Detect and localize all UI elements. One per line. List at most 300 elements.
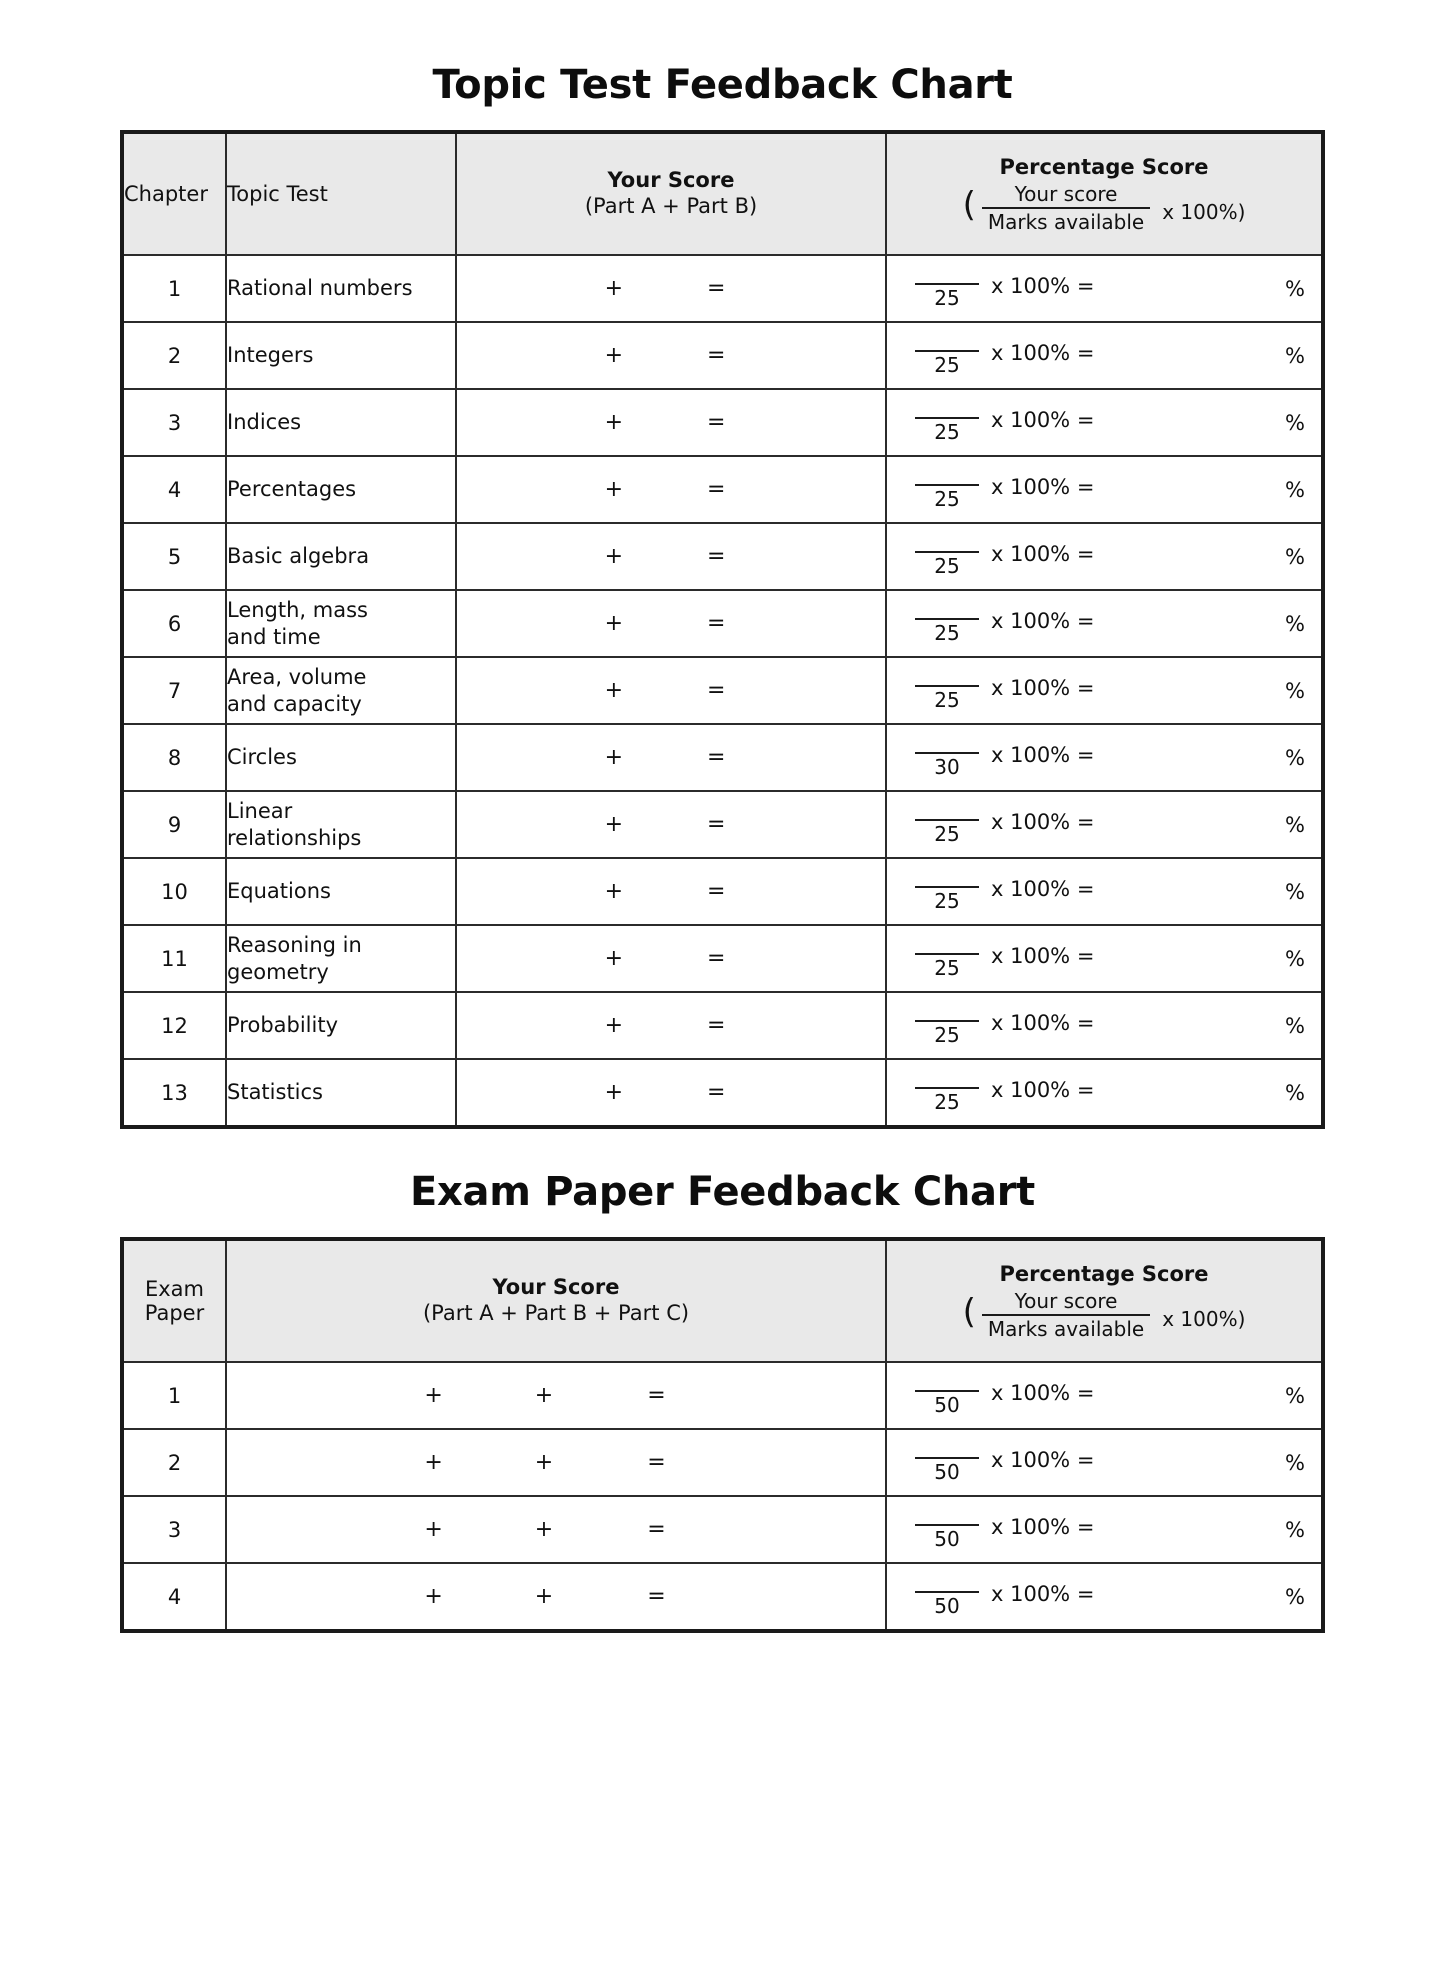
percent-sign: %: [1285, 1013, 1305, 1038]
exam-paper-feedback-table: [120, 1237, 1325, 1633]
formula-open-paren: (: [962, 1292, 976, 1332]
part-b-blank[interactable]: [629, 544, 699, 569]
multiplier-label: x 100% =: [991, 1380, 1095, 1405]
topic-test-name: Indices: [226, 389, 456, 456]
exam-paper-number: 2: [122, 1429, 226, 1496]
header-exam-your-score-line2: (Part A + Part B + Part C): [422, 1301, 690, 1326]
part-c-blank[interactable]: [561, 1450, 637, 1475]
multiplier-label: x 100% =: [991, 943, 1095, 968]
topic-test-name: Statistics: [226, 1059, 456, 1127]
part-b-blank[interactable]: [629, 477, 699, 502]
part-a-blank[interactable]: [529, 611, 599, 636]
percent-sign: %: [1285, 879, 1305, 904]
multiplier-label: x 100% =: [991, 742, 1095, 767]
total-blank[interactable]: [733, 879, 813, 904]
percent-sign: %: [1285, 1450, 1305, 1475]
total-blank[interactable]: [676, 1383, 772, 1408]
topic-header-row: [122, 132, 1323, 255]
percentage-score-cell[interactable]: [886, 1496, 1323, 1563]
total-blank[interactable]: [733, 343, 813, 368]
multiplier-label: x 100% =: [991, 1514, 1095, 1539]
part-b-blank[interactable]: [629, 1013, 699, 1038]
score-entry: [227, 1517, 885, 1542]
table-row: [122, 858, 1323, 925]
topic-test-name: Integers: [226, 322, 456, 389]
chapter-number: 13: [122, 1059, 226, 1127]
total-blank[interactable]: [676, 1584, 772, 1609]
part-c-blank[interactable]: [561, 1584, 637, 1609]
percentage-entry: [887, 671, 1321, 710]
formula-numerator: Your score: [1014, 182, 1118, 206]
percent-sign: %: [1285, 1383, 1305, 1408]
your-score-cell[interactable]: [226, 1563, 886, 1631]
your-score-cell[interactable]: [456, 1059, 886, 1127]
percentage-score-cell[interactable]: [886, 657, 1323, 724]
chapter-number: 11: [122, 925, 226, 992]
part-a-blank[interactable]: [340, 1517, 416, 1542]
plus-operator-2: +: [534, 1383, 554, 1408]
topic-table-body: [122, 255, 1323, 1127]
table-row: [122, 456, 1323, 523]
percentage-entry: [887, 336, 1321, 375]
equals-operator: =: [707, 879, 726, 904]
your-score-cell[interactable]: [456, 657, 886, 724]
plus-operator: +: [604, 946, 623, 971]
topic-test-name-line2: and capacity: [227, 691, 362, 716]
marks-available-value: 25: [915, 350, 979, 375]
percent-sign: %: [1285, 812, 1305, 837]
header-your-score-line1: Your Score: [607, 168, 735, 193]
part-b-blank[interactable]: [629, 745, 699, 770]
percentage-score-cell[interactable]: [886, 858, 1323, 925]
part-a-blank[interactable]: [529, 1013, 599, 1038]
topic-test-name: Probability: [226, 992, 456, 1059]
score-numerator-blank[interactable]: [915, 1006, 979, 1020]
score-entry: [457, 745, 885, 770]
total-blank[interactable]: [733, 276, 813, 301]
score-entry: [457, 276, 885, 301]
score-numerator-blank[interactable]: [915, 1376, 979, 1390]
equals-operator: =: [647, 1517, 666, 1542]
percentage-entry: [887, 537, 1321, 576]
percent-sign: %: [1285, 611, 1305, 636]
header-exam-your-score-line1: Your Score: [492, 1275, 620, 1300]
your-score-cell[interactable]: [456, 255, 886, 322]
plus-operator: +: [604, 544, 623, 569]
table-row: [122, 1496, 1323, 1563]
percentage-score-cell[interactable]: [886, 255, 1323, 322]
marks-available-value: 25: [915, 283, 979, 308]
score-fraction: [915, 1443, 979, 1482]
marks-available-value: 50: [915, 1457, 979, 1482]
part-b-blank[interactable]: [451, 1584, 527, 1609]
equals-operator: =: [707, 946, 726, 971]
total-blank[interactable]: [733, 1013, 813, 1038]
table-row: [122, 925, 1323, 992]
header-exam-paper: [122, 1239, 226, 1362]
table-row: [122, 791, 1323, 858]
marks-available-value: 50: [915, 1390, 979, 1415]
your-score-cell[interactable]: [226, 1496, 886, 1563]
score-entry: [457, 678, 885, 703]
table-row: [122, 992, 1323, 1059]
topic-test-name: Circles: [226, 724, 456, 791]
multiplier-label: x 100% =: [991, 809, 1095, 834]
your-score-cell[interactable]: [226, 1429, 886, 1496]
score-numerator-blank[interactable]: [915, 738, 979, 752]
part-a-blank[interactable]: [529, 812, 599, 837]
multiplier-label: x 100% =: [991, 340, 1095, 365]
marks-available-value: 25: [915, 551, 979, 576]
your-score-cell[interactable]: [456, 322, 886, 389]
score-numerator-blank[interactable]: [915, 269, 979, 283]
plus-operator: +: [604, 812, 623, 837]
part-b-blank[interactable]: [629, 276, 699, 301]
part-c-blank[interactable]: [561, 1517, 637, 1542]
plus-operator: +: [604, 343, 623, 368]
table-row: [122, 657, 1323, 724]
percentage-entry: [887, 269, 1321, 308]
percentage-entry: [887, 1577, 1321, 1616]
percentage-score-cell[interactable]: [886, 1429, 1323, 1496]
part-a-blank[interactable]: [529, 1080, 599, 1105]
part-b-blank[interactable]: [629, 410, 699, 435]
header-exam-paper-line2: Paper: [144, 1301, 205, 1325]
chapter-number: 10: [122, 858, 226, 925]
topic-test-name-line2: relationships: [227, 825, 362, 850]
exam-table-body: [122, 1362, 1323, 1631]
percent-sign: %: [1285, 946, 1305, 971]
header-percentage-title: Percentage Score: [999, 155, 1209, 179]
percent-sign: %: [1285, 745, 1305, 770]
percent-sign: %: [1285, 678, 1305, 703]
percentage-score-cell[interactable]: [886, 590, 1323, 657]
table-row: [122, 590, 1323, 657]
table-row: [122, 1362, 1323, 1429]
equals-operator: =: [707, 812, 726, 837]
percent-sign: %: [1285, 1584, 1305, 1609]
plus-operator: +: [604, 1013, 623, 1038]
score-numerator-blank[interactable]: [915, 537, 979, 551]
score-fraction: [915, 604, 979, 643]
score-entry: [457, 946, 885, 971]
chapter-number: 9: [122, 791, 226, 858]
exam-paper-number: 4: [122, 1563, 226, 1631]
score-fraction: [915, 403, 979, 442]
percentage-entry: [887, 1510, 1321, 1549]
score-numerator-blank[interactable]: [915, 1073, 979, 1087]
total-blank[interactable]: [733, 1080, 813, 1105]
plus-operator-2: +: [534, 1584, 554, 1609]
percentage-entry: [887, 738, 1321, 777]
score-numerator-blank[interactable]: [915, 403, 979, 417]
total-blank[interactable]: [733, 410, 813, 435]
part-a-blank[interactable]: [529, 745, 599, 770]
part-b-blank[interactable]: [629, 611, 699, 636]
topic-test-name: Length, mass and time: [226, 590, 456, 657]
score-numerator-blank[interactable]: [915, 805, 979, 819]
score-fraction: [915, 939, 979, 978]
topic-table-header: [122, 132, 1323, 255]
table-row: [122, 389, 1323, 456]
plus-operator: +: [604, 745, 623, 770]
percentage-score-cell[interactable]: [886, 389, 1323, 456]
topic-test-feedback-table: [120, 130, 1325, 1129]
table-row: [122, 322, 1323, 389]
score-entry: [227, 1450, 885, 1475]
plus-operator-1: +: [424, 1517, 443, 1542]
score-fraction: [915, 470, 979, 509]
header-exam-percentage-title: Percentage Score: [999, 1262, 1209, 1286]
part-a-blank[interactable]: [529, 678, 599, 703]
topic-test-name: Linear relationships: [226, 791, 456, 858]
formula-multiplier: x 100%): [1162, 1307, 1246, 1331]
marks-available-value: 25: [915, 484, 979, 509]
header-topic-test: Topic Test: [226, 132, 456, 255]
topic-test-name: Area, volume and capacity: [226, 657, 456, 724]
equals-operator: =: [707, 410, 726, 435]
part-a-blank[interactable]: [529, 477, 599, 502]
part-a-blank[interactable]: [340, 1584, 416, 1609]
topic-test-name-line2: geometry: [227, 959, 329, 984]
score-fraction: [915, 1006, 979, 1045]
equals-operator: =: [707, 611, 726, 636]
part-b-blank[interactable]: [629, 946, 699, 971]
score-numerator-blank[interactable]: [915, 1510, 979, 1524]
score-entry: [227, 1584, 885, 1609]
header-exam-percentage-score: [886, 1239, 1323, 1362]
score-entry: [457, 1013, 885, 1038]
score-numerator-blank[interactable]: [915, 939, 979, 953]
part-a-blank[interactable]: [340, 1383, 416, 1408]
percentage-entry: [887, 1376, 1321, 1415]
score-fraction: [915, 1376, 979, 1415]
percentage-score-cell[interactable]: [886, 791, 1323, 858]
percentage-entry: [887, 1443, 1321, 1482]
percentage-score-cell[interactable]: [886, 322, 1323, 389]
score-entry: [457, 1080, 885, 1105]
score-numerator-blank[interactable]: [915, 1577, 979, 1591]
part-b-blank[interactable]: [629, 678, 699, 703]
exam-paper-number: 3: [122, 1496, 226, 1563]
marks-available-value: 25: [915, 1020, 979, 1045]
multiplier-label: x 100% =: [991, 474, 1095, 499]
equals-operator: =: [707, 745, 726, 770]
total-blank[interactable]: [733, 946, 813, 971]
percent-sign: %: [1285, 410, 1305, 435]
equals-operator: =: [707, 544, 726, 569]
score-entry: [457, 544, 885, 569]
equals-operator: =: [707, 343, 726, 368]
percentage-score-cell[interactable]: [886, 992, 1323, 1059]
your-score-cell[interactable]: [456, 992, 886, 1059]
table-row: [122, 1429, 1323, 1496]
total-blank[interactable]: [733, 678, 813, 703]
part-a-blank[interactable]: [340, 1450, 416, 1475]
topic-test-name: Equations: [226, 858, 456, 925]
total-blank[interactable]: [733, 745, 813, 770]
percent-sign: %: [1285, 343, 1305, 368]
part-a-blank[interactable]: [529, 946, 599, 971]
equals-operator: =: [707, 678, 726, 703]
total-blank[interactable]: [733, 477, 813, 502]
score-entry: [457, 343, 885, 368]
topic-test-name: Basic algebra: [226, 523, 456, 590]
equals-operator: =: [707, 276, 726, 301]
header-percentage-score: [886, 132, 1323, 255]
part-b-blank[interactable]: [629, 343, 699, 368]
your-score-cell[interactable]: [456, 389, 886, 456]
score-fraction: [915, 738, 979, 777]
your-score-cell[interactable]: [456, 724, 886, 791]
formula-multiplier: x 100%): [1162, 200, 1246, 224]
part-b-blank[interactable]: [629, 812, 699, 837]
score-numerator-blank[interactable]: [915, 1443, 979, 1457]
percent-sign: %: [1285, 276, 1305, 301]
part-c-blank[interactable]: [561, 1383, 637, 1408]
score-entry: [227, 1383, 885, 1408]
multiplier-label: x 100% =: [991, 1010, 1095, 1035]
marks-available-value: 25: [915, 417, 979, 442]
your-score-cell[interactable]: [456, 456, 886, 523]
chapter-number: 2: [122, 322, 226, 389]
formula-denominator: Marks available: [982, 207, 1150, 233]
score-numerator-blank[interactable]: [915, 872, 979, 886]
table-row: [122, 1059, 1323, 1127]
equals-operator: =: [707, 1013, 726, 1038]
part-a-blank[interactable]: [529, 544, 599, 569]
part-a-blank[interactable]: [529, 410, 599, 435]
chapter-number: 1: [122, 255, 226, 322]
marks-available-value: 25: [915, 618, 979, 643]
your-score-cell[interactable]: [456, 590, 886, 657]
score-numerator-blank[interactable]: [915, 604, 979, 618]
plus-operator: +: [604, 678, 623, 703]
exam-paper-number: 1: [122, 1362, 226, 1429]
percent-sign: %: [1285, 544, 1305, 569]
header-exam-your-score: [226, 1239, 886, 1362]
plus-operator: +: [604, 879, 623, 904]
exam-table-header: [122, 1239, 1323, 1362]
percent-sign: %: [1285, 477, 1305, 502]
total-blank[interactable]: [676, 1517, 772, 1542]
total-blank[interactable]: [676, 1450, 772, 1475]
topic-chart-title: Topic Test Feedback Chart: [432, 62, 1013, 108]
multiplier-label: x 100% =: [991, 876, 1095, 901]
percentage-score-cell[interactable]: [886, 925, 1323, 992]
score-fraction: [915, 269, 979, 308]
table-row: [122, 724, 1323, 791]
multiplier-label: x 100% =: [991, 1447, 1095, 1472]
score-fraction: [915, 805, 979, 844]
percentage-score-cell[interactable]: [886, 724, 1323, 791]
multiplier-label: x 100% =: [991, 1581, 1095, 1606]
marks-available-value: 25: [915, 819, 979, 844]
part-b-blank[interactable]: [451, 1383, 527, 1408]
score-entry: [457, 879, 885, 904]
score-fraction: [915, 671, 979, 710]
your-score-cell[interactable]: [226, 1362, 886, 1429]
exam-chart-title: Exam Paper Feedback Chart: [409, 1169, 1035, 1215]
marks-available-value: 25: [915, 1087, 979, 1112]
plus-operator-1: +: [424, 1584, 443, 1609]
total-blank[interactable]: [733, 812, 813, 837]
percentage-score-cell[interactable]: [886, 1563, 1323, 1631]
topic-test-name: Rational numbers: [226, 255, 456, 322]
score-numerator-blank[interactable]: [915, 336, 979, 350]
part-b-blank[interactable]: [451, 1450, 527, 1475]
your-score-cell[interactable]: [456, 791, 886, 858]
plus-operator: +: [604, 611, 623, 636]
table-row: [122, 255, 1323, 322]
score-fraction: [915, 1073, 979, 1112]
multiplier-label: x 100% =: [991, 541, 1095, 566]
equals-operator: =: [647, 1584, 666, 1609]
score-numerator-blank[interactable]: [915, 671, 979, 685]
your-score-cell[interactable]: [456, 858, 886, 925]
multiplier-label: x 100% =: [991, 1077, 1095, 1102]
part-b-blank[interactable]: [629, 1080, 699, 1105]
percentage-entry: [887, 604, 1321, 643]
formula-numerator: Your score: [1014, 1289, 1118, 1313]
header-exam-paper-line1: Exam: [144, 1277, 205, 1301]
score-fraction: [915, 1510, 979, 1549]
percentage-entry: [887, 805, 1321, 844]
part-a-blank[interactable]: [529, 879, 599, 904]
marks-available-value: 25: [915, 685, 979, 710]
percent-sign: %: [1285, 1517, 1305, 1542]
percent-sign: %: [1285, 1080, 1305, 1105]
plus-operator: +: [604, 410, 623, 435]
score-entry: [457, 611, 885, 636]
chapter-number: 5: [122, 523, 226, 590]
score-numerator-blank[interactable]: [915, 470, 979, 484]
multiplier-label: x 100% =: [991, 273, 1095, 298]
chapter-number: 3: [122, 389, 226, 456]
percentage-entry: [887, 872, 1321, 911]
part-b-blank[interactable]: [629, 879, 699, 904]
score-entry: [457, 812, 885, 837]
score-entry: [457, 410, 885, 435]
percentage-score-cell[interactable]: [886, 523, 1323, 590]
total-blank[interactable]: [733, 611, 813, 636]
marks-available-value: 30: [915, 752, 979, 777]
plus-operator: +: [604, 276, 623, 301]
part-a-blank[interactable]: [529, 276, 599, 301]
chapter-number: 12: [122, 992, 226, 1059]
topic-test-name: Percentages: [226, 456, 456, 523]
plus-operator: +: [604, 1080, 623, 1105]
percentage-score-cell[interactable]: [886, 1059, 1323, 1127]
score-fraction: [915, 537, 979, 576]
your-score-cell[interactable]: [456, 925, 886, 992]
percentage-entry: [887, 403, 1321, 442]
percentage-score-cell[interactable]: [886, 1362, 1323, 1429]
your-score-cell[interactable]: [456, 523, 886, 590]
percentage-score-cell[interactable]: [886, 456, 1323, 523]
part-b-blank[interactable]: [451, 1517, 527, 1542]
percentage-entry: [887, 1073, 1321, 1112]
multiplier-label: x 100% =: [991, 407, 1095, 432]
score-fraction: [915, 336, 979, 375]
table-row: [122, 523, 1323, 590]
part-a-blank[interactable]: [529, 343, 599, 368]
chapter-number: 4: [122, 456, 226, 523]
total-blank[interactable]: [733, 544, 813, 569]
score-entry: [457, 477, 885, 502]
header-chapter: Chapter: [122, 132, 226, 255]
equals-operator: =: [647, 1450, 666, 1475]
